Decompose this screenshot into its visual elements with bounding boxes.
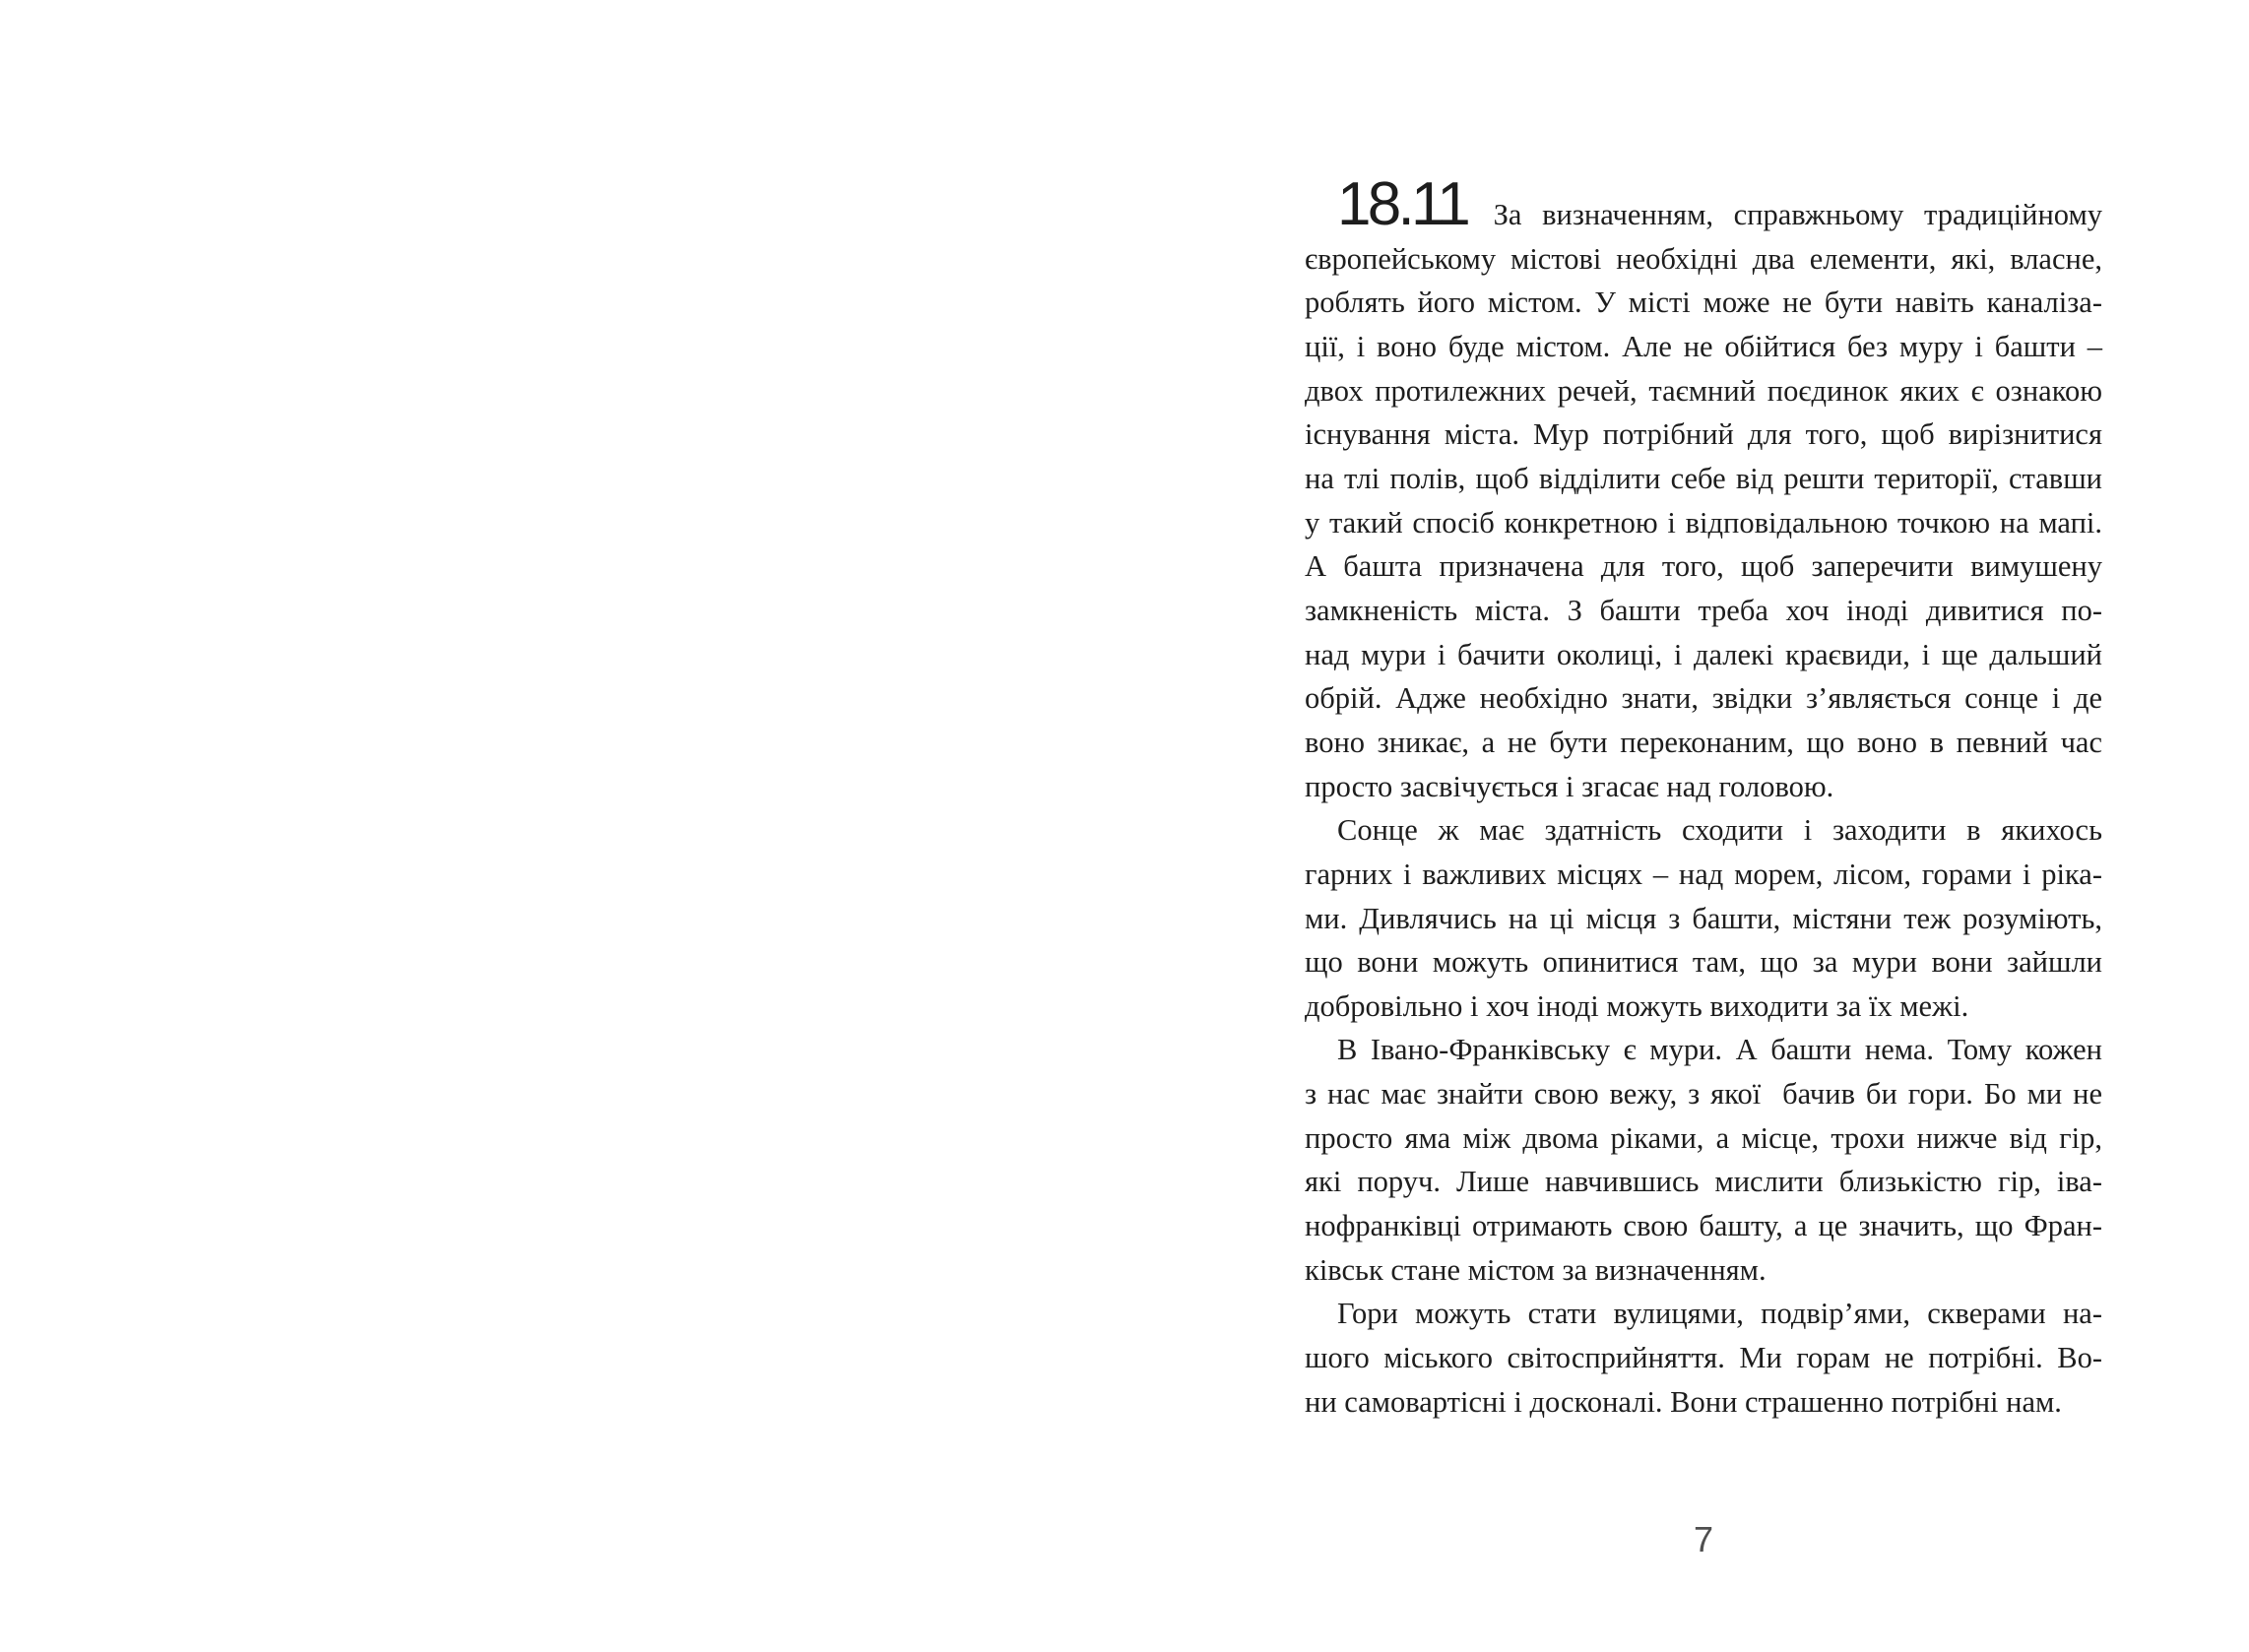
text-line: які поруч. Лише навчившись мислити близькістю гір, іва- xyxy=(1305,1165,2102,1199)
text-line: на тлі полів, щоб відділити себе від решти території, ставши xyxy=(1305,461,2102,495)
text-line: Сонце ж має здатність сходити і заходити в якихось xyxy=(1337,813,2102,848)
text-line: воно зникає, а не бути переконаним, що воно в певний час xyxy=(1305,725,2102,759)
text-line: ківськ стане містом за визначенням. xyxy=(1305,1252,1767,1287)
page-text xyxy=(1305,170,2103,1424)
text-line: просто засвічується і згасає над головою. xyxy=(1305,769,1834,803)
text-line: що вони можуть опинитися там, що за мури вони зайшли xyxy=(1305,945,2102,980)
chapter-number: 18.11 xyxy=(1337,170,1467,238)
text-line: В Івано-Франківську є мури. А башти нема. Тому кожен xyxy=(1337,1033,2102,1067)
text-line: 18.11 За визначенням, справжньому традиційному xyxy=(1337,170,2103,238)
text-line: над мури і бачити околиці, і далекі краєвиди, і ще дальший xyxy=(1305,637,2102,671)
text-line: роблять його містом. У місті може не бути навіть каналіза- xyxy=(1305,286,2102,320)
text-line: з нас має знайти свою вежу, з якої бачив би гори. Бо ми не xyxy=(1305,1077,2102,1112)
page-number: 7 xyxy=(1693,1519,1714,1559)
text-line: шого міського світосприйняття. Ми горам не потрібні. Во- xyxy=(1305,1341,2102,1375)
text-line: ції, і воно буде містом. Але не обійтися без муру і башти – xyxy=(1305,329,2102,363)
text-line: існування міста. Мур потрібний для того, щоб вирізнитися xyxy=(1305,417,2102,452)
text-line: Гори можуть стати вулицями, подвір’ями, скверами на- xyxy=(1337,1297,2102,1331)
text-line: у такий спосіб конкретною і відповідальною точкою на мапі. xyxy=(1305,505,2102,540)
text-line: європейському містові необхідні два елементи, які, власне, xyxy=(1305,241,2102,276)
text-line: замкненість міста. З башти треба хоч іноді дивитися по- xyxy=(1305,593,2102,627)
text-line: просто яма між двома ріками, а місце, трохи нижче від гір, xyxy=(1305,1120,2102,1155)
text-line: нофранківці отримають свою башту, а це значить, що Фран- xyxy=(1305,1209,2102,1243)
text-line: А башта призначена для того, щоб заперечити вимушену xyxy=(1305,549,2102,584)
text-line: гарних і важливих місцях – над морем, лісом, горами і ріка- xyxy=(1305,857,2102,891)
text-line: двох протилежних речей, таємний поєдинок яких є ознакою xyxy=(1305,373,2102,408)
text-line: ни самовартісні і досконалі. Вони страшенно потрібні нам. xyxy=(1305,1384,2062,1419)
text-line: обрій. Адже необхідно знати, звідки з’являється сонце і де xyxy=(1305,681,2102,716)
text-line: добровільно і хоч іноді можуть виходити за їх межі. xyxy=(1305,988,1969,1023)
text-line: ми. Дивлячись на ці місця з башти, містяни теж розуміють, xyxy=(1305,901,2102,935)
